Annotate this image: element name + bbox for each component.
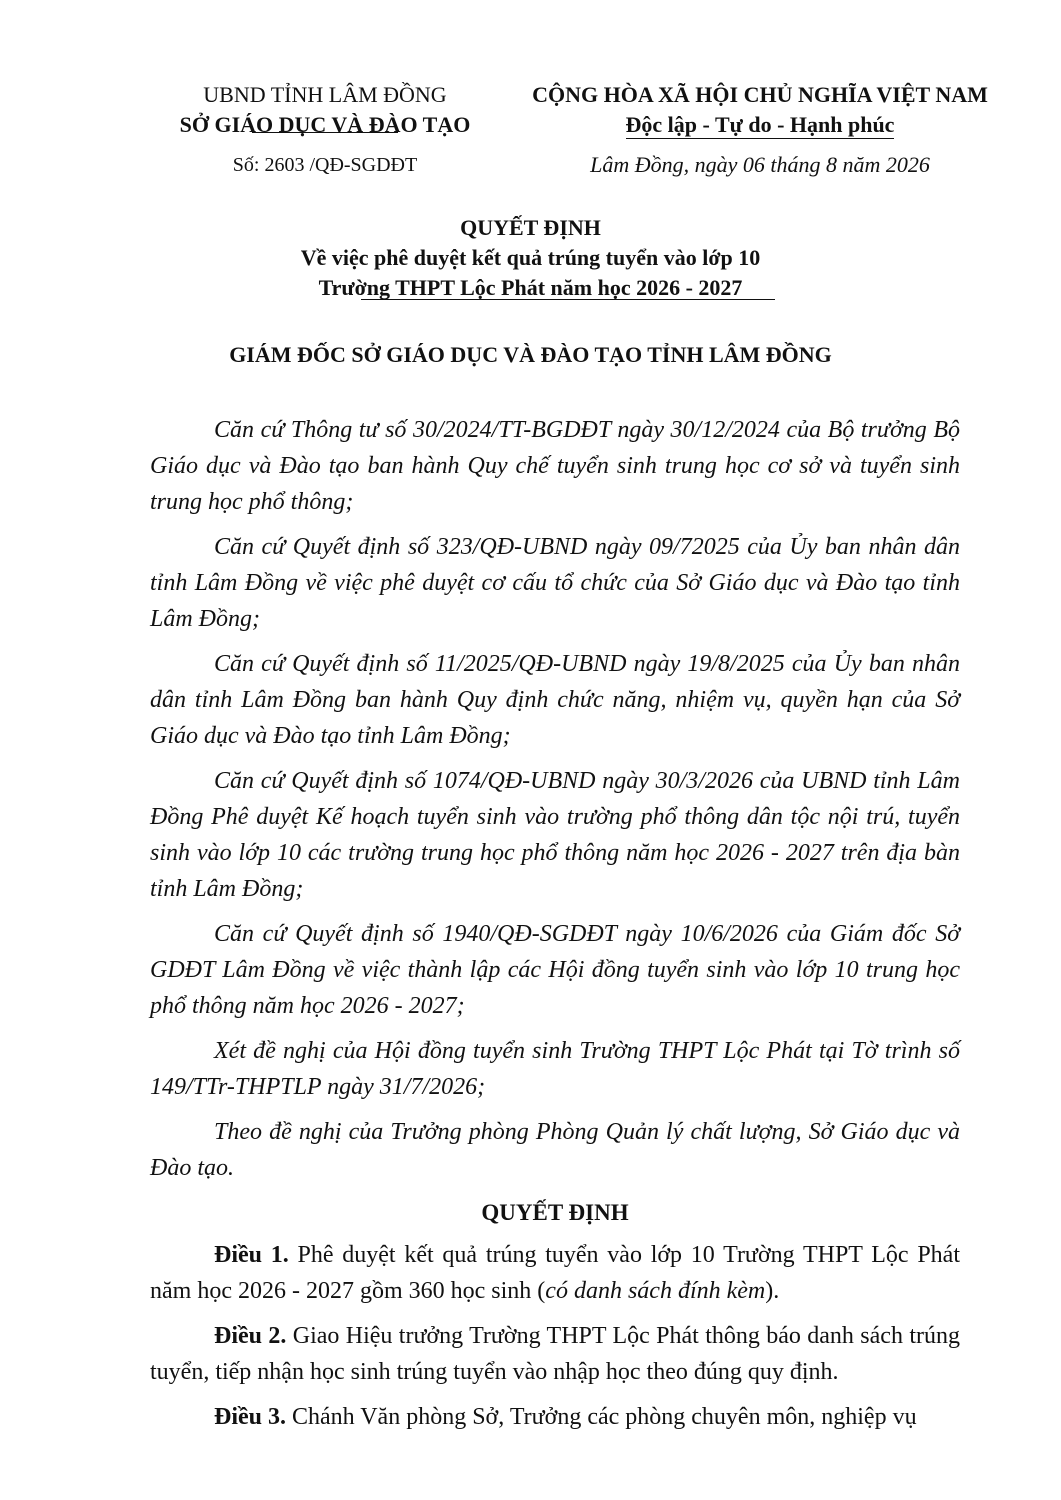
document-subject-line-1: Về việc phê duyệt kết quả trúng tuyển vào lớp 10 <box>300 245 761 270</box>
article-1 <box>150 1237 960 1309</box>
agency-name: UBND TỈNH LÂM ĐỒNG <box>203 82 447 107</box>
article-2-label: Điều 2. <box>214 1323 287 1349</box>
document-body <box>150 412 960 1444</box>
article-1-italic-note: có danh sách đính kèm <box>545 1278 766 1304</box>
legal-basis-2: Căn cứ Quyết định số 323/QĐ-UBND ngày 09/72025 của Ủy ban nhân dân tỉnh Lâm Đồng về việc phê duyệt cơ cấu tổ chức của Sở Giáo dục và Đào tạo tỉnh Lâm Đồng; <box>150 534 960 632</box>
legal-basis-1: Căn cứ Thông tư số 30/2024/TT-BGDĐT ngày 30/12/2024 của Bộ trưởng Bộ Giáo dục và Đào tạo ban hành Quy chế tuyển sinh trung học cơ sở và tuyển sinh trung học phổ thông; <box>150 417 960 515</box>
article-1-text: Phê duyệt kết quả trúng tuyển vào lớp 10 Trường THPT Lộc Phát năm học 2026 - 2027 gồm 360 học sinh ( <box>150 1242 961 1304</box>
document-type: QUYẾT ĐỊNH <box>460 215 601 240</box>
article-2-text: Giao Hiệu trưởng Trường THPT Lộc Phát thông báo danh sách trúng tuyển, tiếp nhận học sinh trúng tuyển vào nhập học theo đúng quy định. <box>150 1323 960 1385</box>
article-3-label: Điều 3. <box>214 1404 286 1430</box>
legal-basis-6: Xét đề nghị của Hội đồng tuyển sinh Trường THPT Lộc Phát tại Tờ trình số 149/TTr-THPTLP ngày 31/7/2026; <box>150 1038 960 1100</box>
nation-name: CỘNG HÒA XÃ HỘI CHỦ NGHĨA VIỆT NAM <box>532 82 988 107</box>
document-subject-line-2: Trường THPT Lộc Phát năm học 2026 - 2027 <box>318 275 743 300</box>
motto-text: Độc lập - Tự do - Hạnh phúc <box>625 112 895 137</box>
document-number: Số: 2603 /QĐ-SGDĐT <box>232 154 418 176</box>
legal-basis-5: Căn cứ Quyết định số 1940/QĐ-SGDĐT ngày 10/6/2026 của Giám đốc Sở GDĐT Lâm Đồng về việc thành lập các Hội đồng tuyển sinh vào lớp 10 trung học phổ thông năm học 2026 - 2027; <box>150 921 960 1019</box>
issuer-block <box>150 80 500 180</box>
legal-basis-3: Căn cứ Quyết định số 11/2025/QĐ-UBND ngày 19/8/2025 của Ủy ban nhân dân tỉnh Lâm Đồng ban hành Quy định chức năng, nhiệm vụ, quyền hạn của Sở Giáo dục và Đào tạo tỉnh Lâm Đồng; <box>150 651 960 749</box>
national-motto <box>505 110 1015 140</box>
title-underline <box>361 299 775 300</box>
article-3 <box>150 1399 960 1435</box>
document-title-block <box>100 213 961 303</box>
national-header-block <box>505 80 1015 180</box>
article-2 <box>150 1318 960 1390</box>
place-and-date: Lâm Đồng, ngày 06 tháng 8 năm 2026 <box>590 152 930 177</box>
article-1-tail: ). <box>765 1278 780 1304</box>
legal-basis-4: Căn cứ Quyết định số 1074/QĐ-UBND ngày 30/3/2026 của UBND tỉnh Lâm Đồng Phê duyệt Kế hoạch tuyển sinh vào trường phổ thông dân tộc nội trú, tuyển sinh vào lớp 10 các trường trung học phổ thông năm học 2026 - 2027 trên địa bàn tỉnh Lâm Đồng; <box>150 768 960 902</box>
department-underline <box>252 132 398 133</box>
article-3-text: Chánh Văn phòng Sở, Trưởng các phòng chuyên môn, nghiệp vụ <box>286 1404 917 1430</box>
article-1-label: Điều 1. <box>214 1242 289 1268</box>
decision-heading: QUYẾT ĐỊNH <box>481 1200 629 1225</box>
legal-basis-7: Theo đề nghị của Trưởng phòng Phòng Quản lý chất lượng, Sở Giáo dục và Đào tạo. <box>150 1119 960 1181</box>
department-name: SỞ GIÁO DỤC VÀ ĐÀO TẠO <box>179 112 471 137</box>
issuing-authority: GIÁM ĐỐC SỞ GIÁO DỤC VÀ ĐÀO TẠO TỈNH LÂM ĐỒNG <box>229 342 832 367</box>
